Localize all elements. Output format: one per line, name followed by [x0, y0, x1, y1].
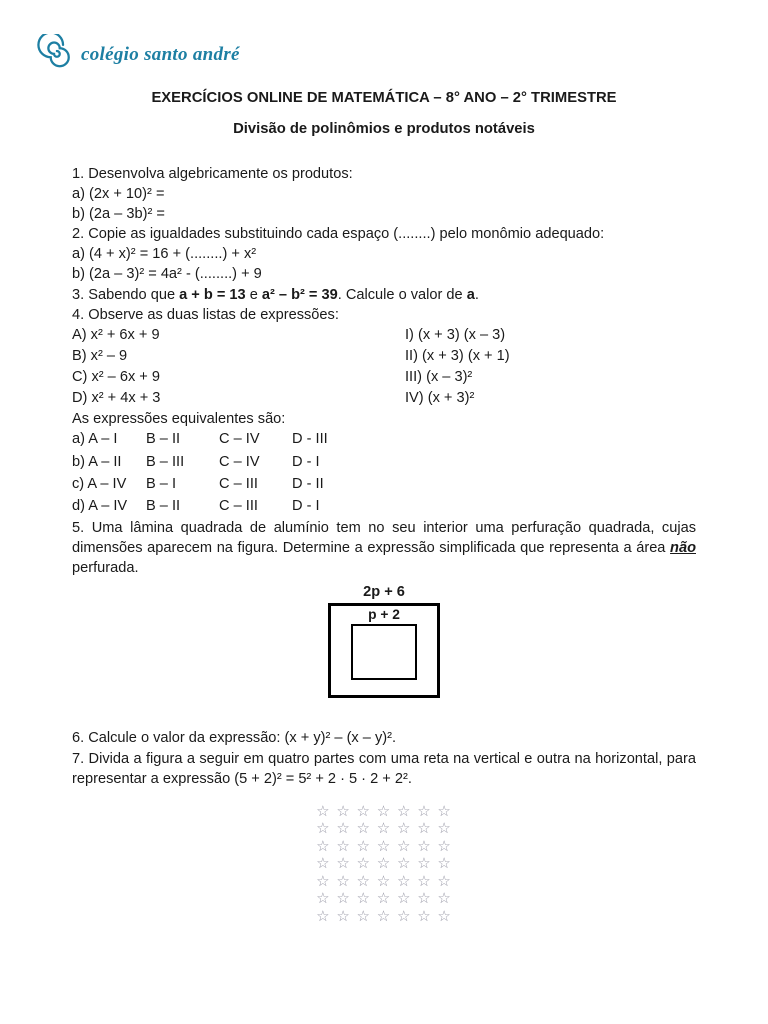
option-cell: a) A – I — [72, 431, 118, 448]
option-cell: d) A – IV — [72, 497, 128, 514]
question-1-item-b: b) (2a – 3b)² = — [72, 206, 165, 223]
option-cell: B – III — [146, 453, 185, 470]
expression-left: C) x² – 6x + 9 — [72, 369, 160, 386]
expression-right: II) (x + 3) (x + 1) — [405, 347, 510, 364]
expression-pair-row — [72, 388, 696, 408]
option-cell: B – I — [146, 475, 177, 492]
question-3-bold-segment: a² – b² = 39 — [261, 286, 338, 303]
option-cell: B – II — [146, 431, 181, 448]
question-3-segment: e — [245, 286, 262, 303]
expression-left: A) x² + 6x + 9 — [72, 326, 160, 343]
expression-right: IV) (x + 3)² — [405, 390, 475, 407]
star-row: ☆ ☆ ☆ ☆ ☆ ☆ ☆ — [316, 819, 452, 838]
expression-pair-row — [72, 325, 696, 345]
question-4-prompt: 4. Observe as duas listas de expressões: — [72, 306, 339, 323]
question-3-bold-segment: a + b = 13 — [179, 286, 246, 303]
worksheet-title: EXERCÍCIOS ONLINE DE MATEMÁTICA – 8° ANO – 2° TRIMESTRE — [151, 90, 617, 106]
question-6: 6. Calcule o valor da expressão: (x + y)² – (x – y)². — [72, 730, 397, 747]
option-cell: B – II — [146, 497, 181, 514]
option-cell: D - II — [292, 475, 324, 492]
question-5 — [72, 518, 696, 578]
question-3-bold-segment: a — [466, 286, 475, 303]
question-5-segment: perfurada. — [72, 560, 139, 577]
option-cell: D - I — [292, 453, 320, 470]
inner-square-label: p + 2 — [368, 607, 400, 623]
school-logo — [34, 34, 240, 75]
school-name: colégio santo andré — [81, 43, 240, 65]
star-row: ☆ ☆ ☆ ☆ ☆ ☆ ☆ — [316, 836, 452, 855]
question-5-emphasis: não — [670, 540, 696, 557]
answer-option-row-a — [72, 429, 696, 449]
option-cell: b) A – II — [72, 453, 122, 470]
question-2-prompt: 2. Copie as igualdades substituindo cada espaço (........) pelo monômio adequado: — [72, 226, 605, 243]
option-cell: C – III — [219, 497, 258, 514]
star-grid — [72, 803, 696, 926]
star-row: ☆ ☆ ☆ ☆ ☆ ☆ ☆ — [316, 871, 452, 890]
option-cell: D - I — [292, 497, 320, 514]
answer-option-row-b — [72, 452, 696, 472]
star-row: ☆ ☆ ☆ ☆ ☆ ☆ ☆ — [316, 854, 452, 873]
worksheet-subtitle: Divisão de polinômios e produtos notáveis — [233, 121, 535, 138]
expression-pair-row — [72, 367, 696, 387]
option-cell: c) A – IV — [72, 475, 127, 492]
outer-square — [328, 603, 440, 698]
question-7: 7. Divida a figura a seguir em quatro partes com uma reta na vertical e outra na horizontal, para representar a expressão (5 + 2)² = 5² + 2 · 5 · 2 + 2². — [72, 750, 696, 787]
question-5-figure — [328, 582, 440, 698]
star-row: ☆ ☆ ☆ ☆ ☆ ☆ ☆ — [316, 801, 452, 820]
expression-pair-row — [72, 346, 696, 366]
question-3-segment: . Calcule o valor de — [337, 286, 467, 303]
expression-right: III) (x – 3)² — [405, 369, 473, 386]
outer-square-label: 2p + 6 — [363, 584, 405, 601]
answer-option-row-d — [72, 496, 696, 516]
option-cell: C – IV — [219, 453, 260, 470]
question-2-item-a: a) (4 + x)² = 16 + (........) + x² — [72, 246, 257, 263]
expression-left: B) x² – 9 — [72, 347, 128, 364]
question-4-equivalences-label: As expressões equivalentes são: — [72, 411, 286, 428]
inner-square — [351, 624, 417, 680]
star-row: ☆ ☆ ☆ ☆ ☆ ☆ ☆ — [316, 889, 452, 908]
spiral-logo-icon — [34, 34, 76, 75]
option-cell: C – III — [219, 475, 258, 492]
option-cell: C – IV — [219, 431, 260, 448]
question-5-segment: 5. Uma lâmina quadrada de alumínio tem no seu interior uma perfuração quadrada, cujas dimensões aparecem na figura. Determine a expressão simplificada que representa a área — [72, 519, 696, 557]
option-cell: D - III — [292, 431, 328, 448]
question-1-item-a: a) (2x + 10)² = — [72, 185, 165, 202]
answer-option-row-c — [72, 474, 696, 494]
question-3 — [72, 285, 696, 305]
expression-left: D) x² + 4x + 3 — [72, 390, 161, 407]
star-row: ☆ ☆ ☆ ☆ ☆ ☆ ☆ — [316, 906, 452, 925]
question-3-segment: 3. Sabendo que — [72, 286, 180, 303]
question-3-segment: . — [474, 286, 479, 303]
expression-right: I) (x + 3) (x – 3) — [405, 326, 506, 343]
question-1-prompt: 1. Desenvolva algebricamente os produtos: — [72, 165, 353, 182]
question-2-item-b: b) (2a – 3)² = 4a² - (........) + 9 — [72, 266, 262, 283]
